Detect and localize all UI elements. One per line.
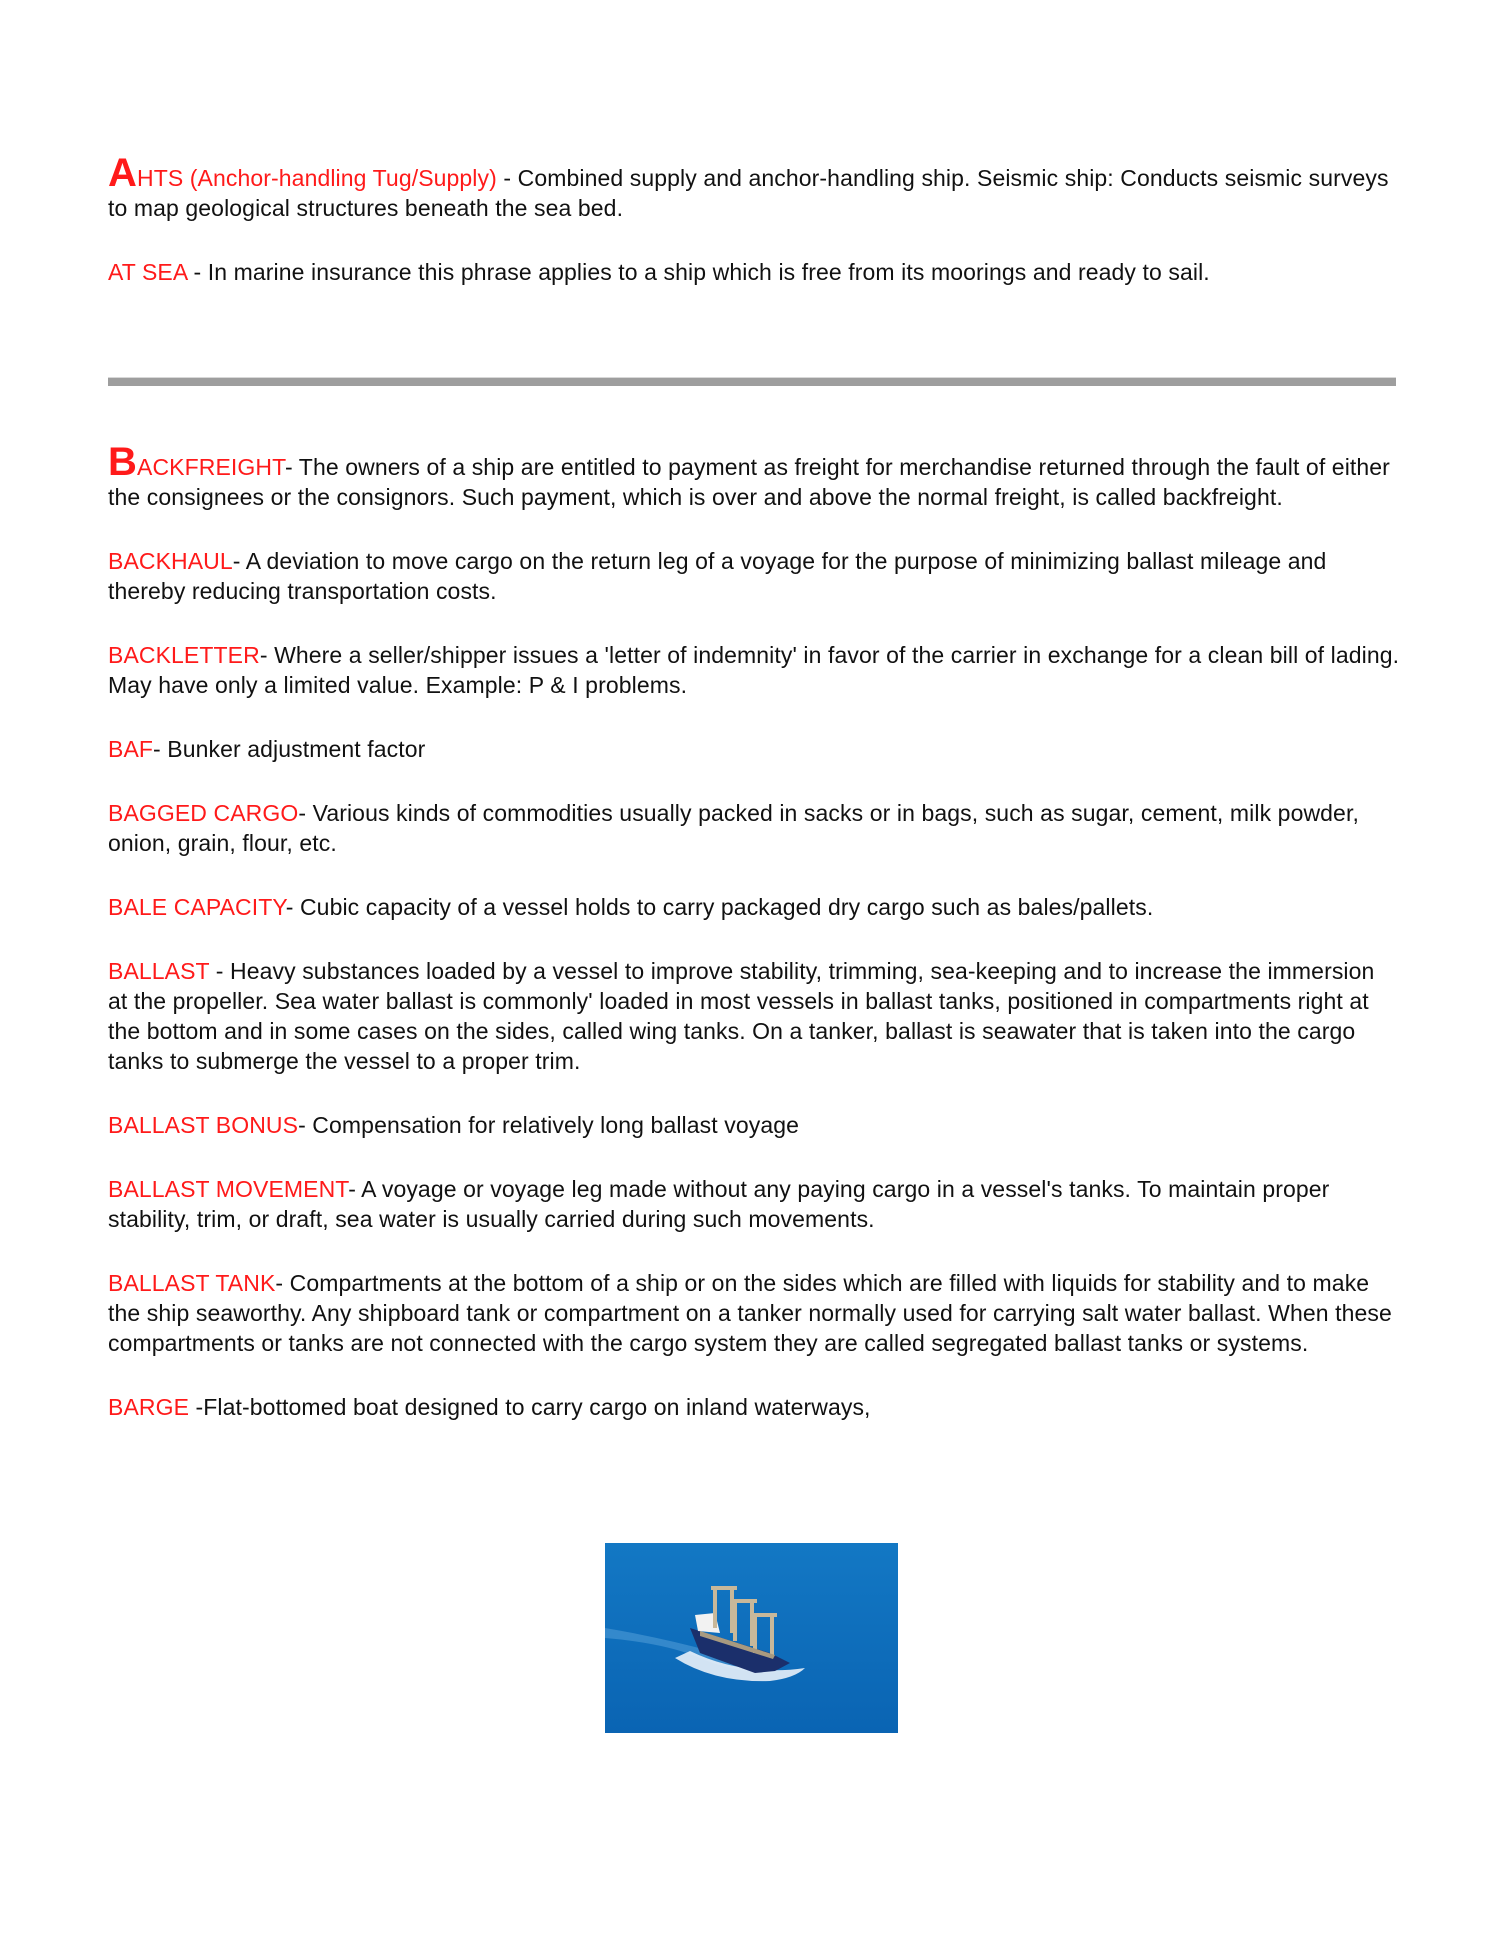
term: ACKFREIGHT — [137, 454, 285, 480]
glossary-entry-ballast — [108, 956, 1400, 1076]
definition: - Various kinds of commodities usually packed in sacks or in bags, such as sugar, cement, milk powder, onion, grain, flour, etc. — [108, 800, 1359, 856]
section-letter-b: B — [108, 440, 137, 484]
glossary-entry-backfreight — [108, 440, 1400, 512]
term: BAF — [108, 736, 154, 762]
definition: - A voyage or voyage leg made without any paying cargo in a vessel's tanks. To maintain proper stability, trim, or draft, sea water is usually carried during such movements. — [108, 1176, 1330, 1232]
definition: - Bunker adjustment factor — [153, 736, 426, 762]
glossary-entry-at-sea — [108, 257, 1400, 287]
glossary-entry-baf — [108, 734, 1400, 764]
term: BALLAST BONUS — [108, 1112, 299, 1138]
term: BALLAST TANK — [108, 1270, 276, 1296]
glossary-entry-barge — [108, 1392, 1400, 1422]
glossary-entry-ahts — [108, 151, 1400, 223]
definition: - Where a seller/shipper issues a 'letter of indemnity' in favor of the carrier in exchange for a clean bill of lading. May have only a limited value. Example: P & I problems. — [108, 642, 1400, 698]
glossary-entry-ballast-movement — [108, 1174, 1400, 1234]
definition: - Cubic capacity of a vessel holds to carry packaged dry cargo such as bales/pallets. — [285, 894, 1154, 920]
definition: - The owners of a ship are entitled to payment as freight for merchandise returned through the fault of either the consignees or the consignors. Such payment, which is over and above the normal freight, is called backfreight. — [108, 454, 1390, 510]
term: AT SEA — [108, 259, 188, 285]
term: BALLAST — [108, 958, 210, 984]
term: BAGGED CARGO — [108, 800, 299, 826]
definition: - Compartments at the bottom of a ship or on the sides which are filled with liquids for stability and to make the ship seaworthy. Any shipboard tank or compartment on a tanker normally used for carrying salt water ballast. When these compartments or tanks are not connected with the cargo system they are called segregated ballast tanks or systems. — [108, 1270, 1392, 1356]
term: HTS (Anchor-handling Tug/Supply) — [137, 165, 497, 191]
section-a — [108, 151, 1400, 321]
glossary-entry-ballast-bonus — [108, 1110, 1400, 1140]
glossary-entry-backhaul — [108, 546, 1400, 606]
section-b — [108, 440, 1400, 1456]
glossary-entry-bagged-cargo — [108, 798, 1400, 858]
glossary-entry-ballast-tank — [108, 1268, 1400, 1358]
term: BALE CAPACITY — [108, 894, 286, 920]
definition: - In marine insurance this phrase applies to a ship which is free from its moorings and ready to sail. — [187, 259, 1210, 285]
cargo-ship-image — [605, 1543, 898, 1733]
term: BACKHAUL — [108, 548, 233, 574]
glossary-entry-backletter — [108, 640, 1400, 700]
definition: -Flat-bottomed boat designed to carry cargo on inland waterways, — [189, 1394, 871, 1420]
definition: - Compensation for relatively long ballast voyage — [298, 1112, 800, 1138]
ship-photo — [605, 1543, 898, 1733]
term: BALLAST MOVEMENT — [108, 1176, 349, 1202]
term: BARGE — [108, 1394, 190, 1420]
section-divider — [108, 377, 1396, 386]
section-letter-a: A — [108, 151, 137, 195]
term: BACKLETTER — [108, 642, 260, 668]
definition: - A deviation to move cargo on the return leg of a voyage for the purpose of minimizing ballast mileage and thereby reducing transportation costs. — [108, 548, 1327, 604]
glossary-entry-bale-capacity — [108, 892, 1400, 922]
definition: - Combined supply and anchor-handling ship. Seismic ship: Conducts seismic surveys to map geological structures beneath the sea bed. — [108, 165, 1389, 221]
definition: - Heavy substances loaded by a vessel to improve stability, trimming, sea-keeping and to increase the immersion at the propeller. Sea water ballast is commonly' loaded in most vessels in ballast tanks, positioned in compartments right at the bottom and in some cases on the sides, called wing tanks. On a tanker, ballast is seawater that is taken into the cargo tanks to submerge the vessel to a proper trim. — [108, 958, 1375, 1074]
